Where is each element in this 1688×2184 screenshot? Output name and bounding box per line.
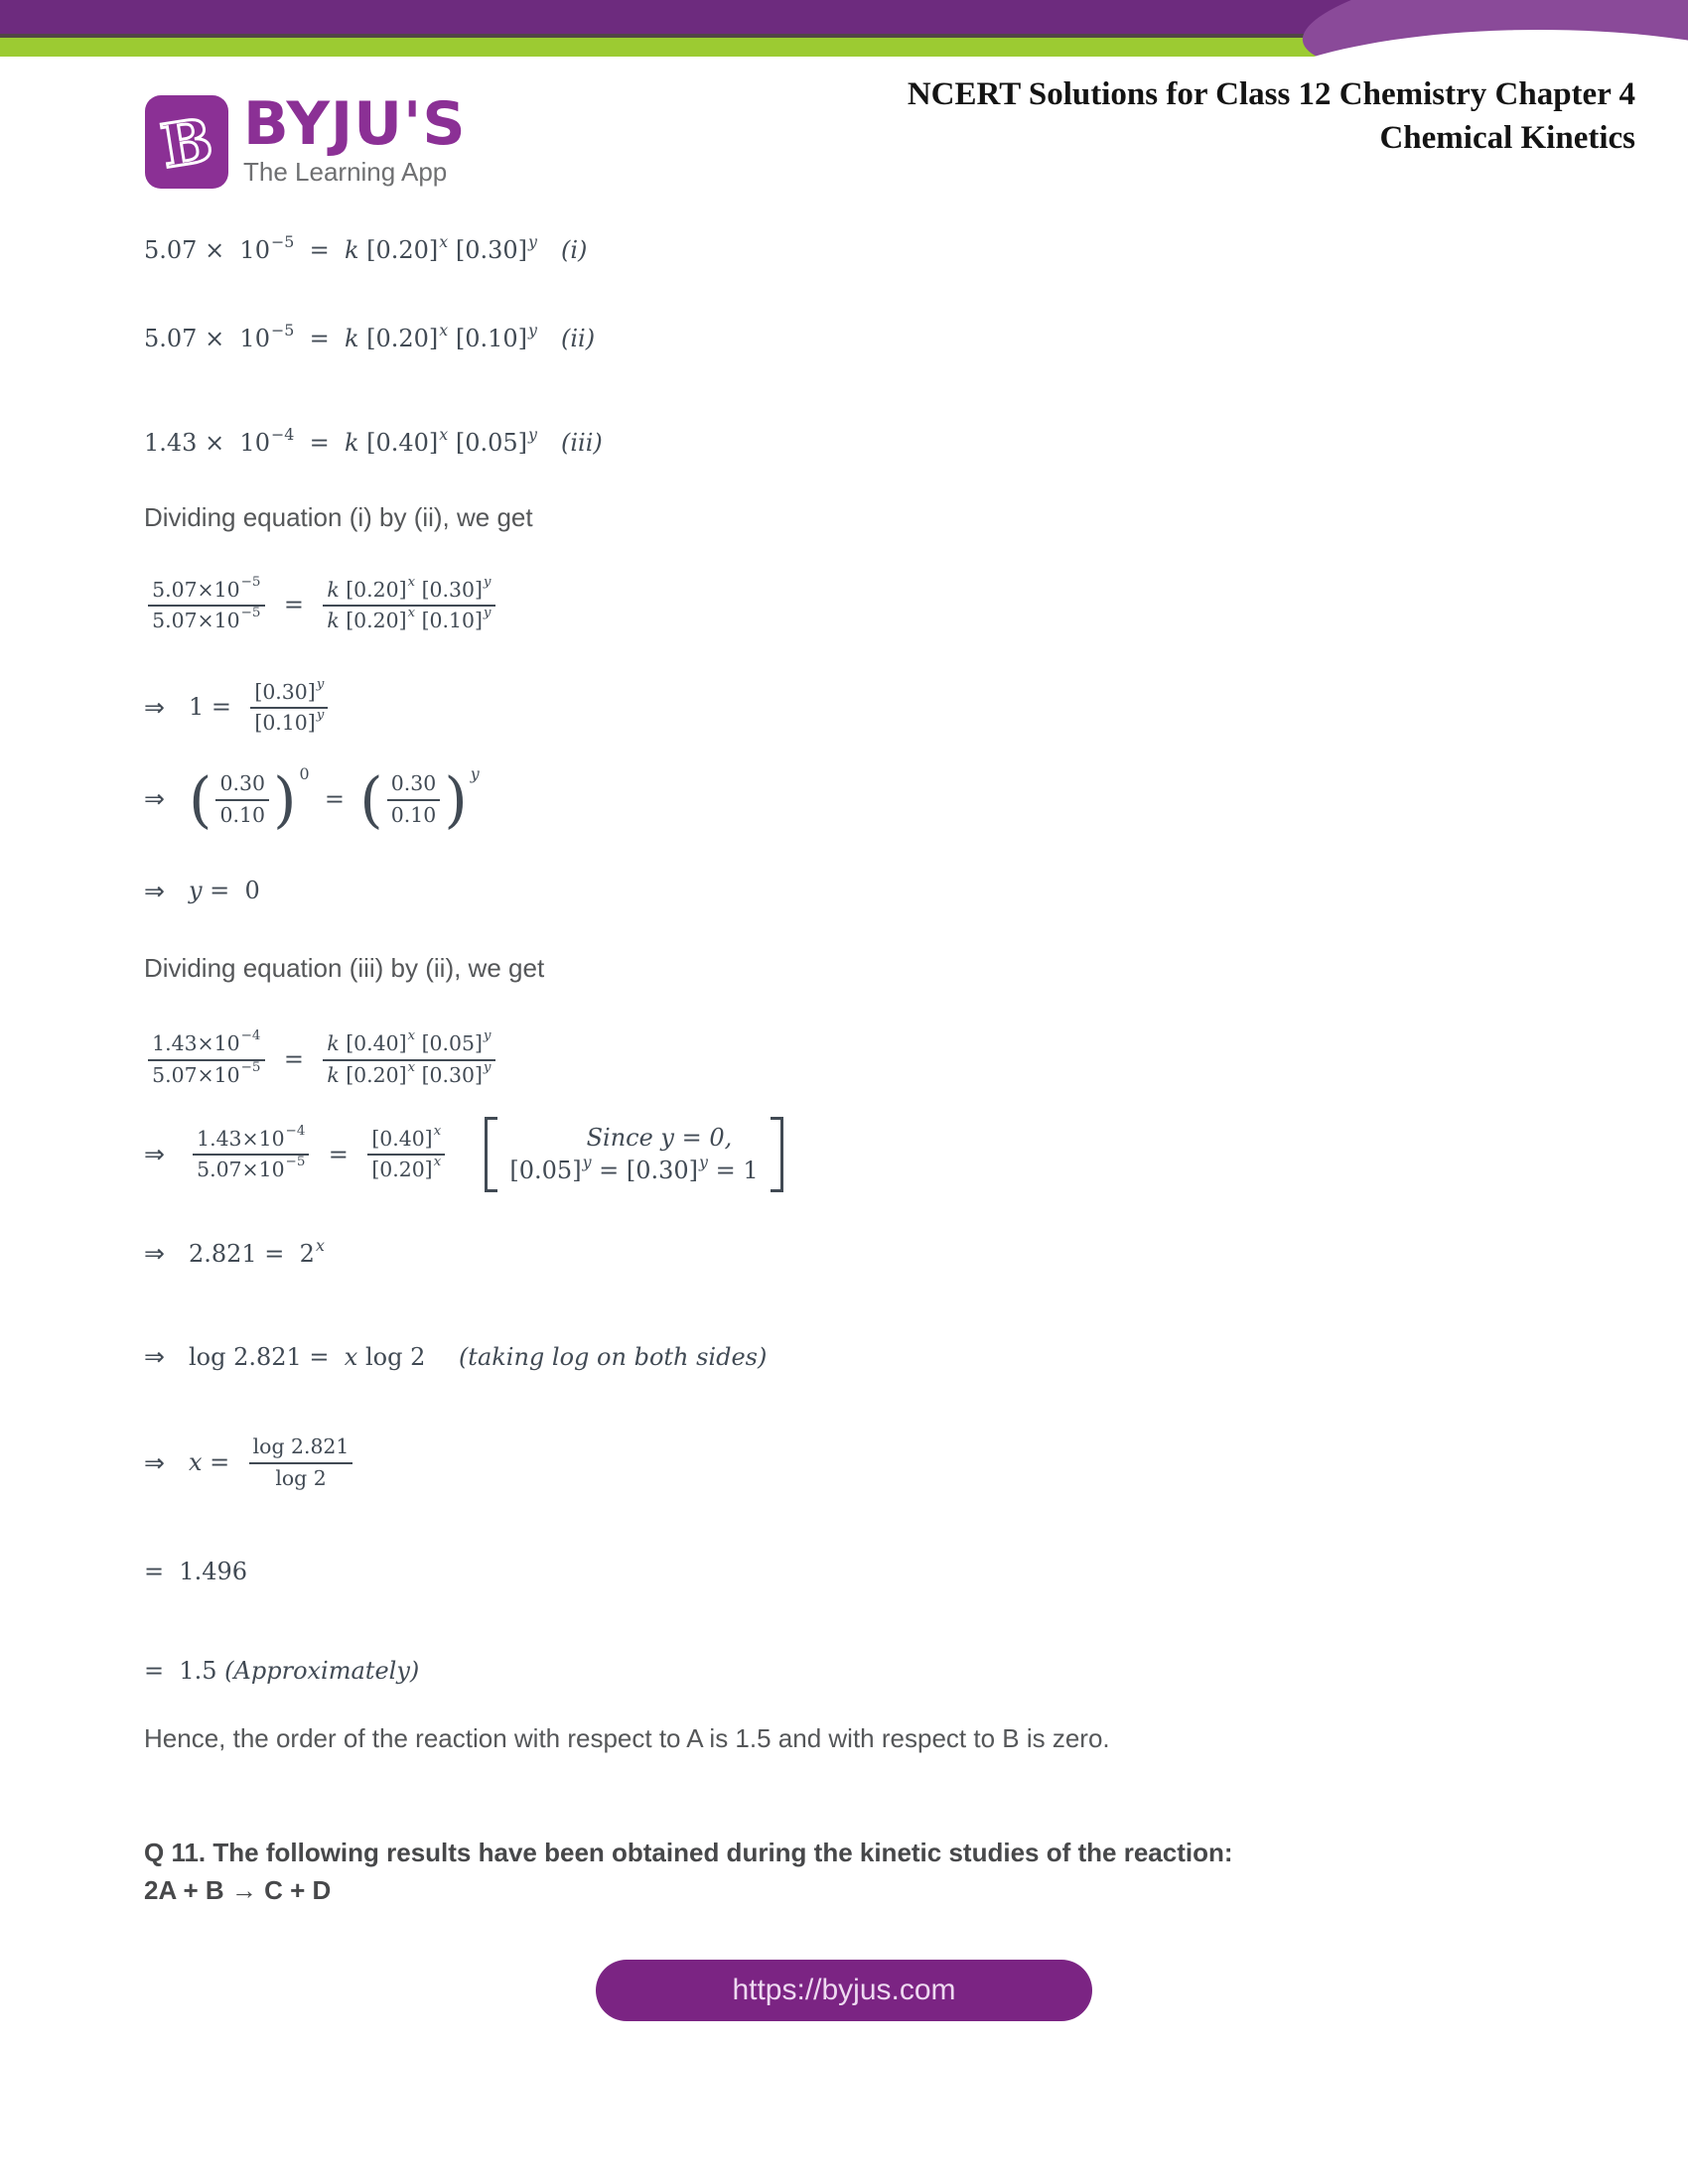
reaction-equation: 2A + B → C + D xyxy=(144,1874,332,1905)
math-text: −5 xyxy=(270,231,295,251)
math-text: k xyxy=(344,325,359,353)
math-text: k xyxy=(344,236,359,264)
paren-group xyxy=(359,763,480,836)
left-bracket xyxy=(485,1117,497,1192)
denominator xyxy=(323,1061,494,1089)
math-text: y xyxy=(483,1059,492,1075)
math-text: = xyxy=(313,1140,364,1168)
math-content xyxy=(144,320,596,354)
math-text: = 1 xyxy=(708,1157,759,1185)
x-solve-equation xyxy=(144,1434,1628,1491)
math-text: = xyxy=(202,1448,245,1477)
math-text: = xyxy=(268,1044,320,1073)
math-text: [0.20] xyxy=(371,1158,433,1182)
math-text: [0.10] xyxy=(448,325,528,353)
math-text: k xyxy=(344,429,359,458)
brand-tagline: The Learning App xyxy=(243,157,448,187)
math-text: [0.05] xyxy=(509,1157,582,1185)
fraction xyxy=(215,771,269,828)
byjus-link-button[interactable]: https://byjus.com xyxy=(596,1960,1092,2021)
math-text: 1.43×10 xyxy=(152,1031,240,1056)
math-content xyxy=(189,876,260,906)
math-content xyxy=(144,231,588,266)
math-text: x xyxy=(407,1028,416,1043)
math-text: = 1.496 xyxy=(144,1558,248,1586)
paren-inner xyxy=(211,771,273,828)
math-text: (Approximately) xyxy=(224,1656,420,1685)
denominator xyxy=(367,1156,445,1183)
bracket-line-1 xyxy=(587,1123,733,1154)
math-content xyxy=(144,1028,499,1088)
fraction xyxy=(249,1434,353,1491)
math-text: [0.30] xyxy=(415,1062,483,1087)
math-text: [0.20] xyxy=(339,577,407,602)
math-content xyxy=(188,763,480,836)
denominator xyxy=(193,1156,309,1183)
math-text: 1.43 × 10 xyxy=(144,429,270,458)
math-text: y xyxy=(470,763,480,783)
math-text: 1.43×10 xyxy=(197,1126,285,1151)
math-text: x xyxy=(344,1342,358,1371)
brand-row xyxy=(0,57,1688,191)
numerator xyxy=(367,1123,445,1157)
denominator xyxy=(250,709,328,737)
numerator xyxy=(193,1123,309,1157)
math-text: −4 xyxy=(240,1028,261,1043)
math-text: = xyxy=(294,236,345,264)
implies-arrow-icon: ⇒ xyxy=(144,1341,165,1371)
math-text: x xyxy=(315,1235,325,1255)
left-paren: ( xyxy=(359,763,383,836)
math-text: (i) xyxy=(560,236,588,264)
math-text: [0.05] xyxy=(448,429,528,458)
math-text: x xyxy=(407,1059,416,1075)
log-equation xyxy=(144,1341,1628,1374)
fraction xyxy=(387,771,441,828)
implies-arrow-icon: ⇒ xyxy=(144,1140,165,1168)
implies-arrow-icon: ⇒ xyxy=(144,1239,165,1269)
equation-i xyxy=(144,231,1628,266)
math-text: x xyxy=(439,424,449,444)
solution-content xyxy=(0,231,1688,1909)
x-rounded-equation xyxy=(144,1656,1628,1687)
math-content xyxy=(144,1656,419,1687)
math-text: 1 = xyxy=(188,693,247,722)
math-text: x xyxy=(407,574,416,590)
math-text: −5 xyxy=(240,606,261,620)
implies-arrow-icon: ⇒ xyxy=(144,784,165,814)
y-ratio-equation xyxy=(144,676,1628,737)
math-text: [0.20] xyxy=(339,1062,407,1087)
math-content xyxy=(144,574,499,634)
math-content xyxy=(144,1557,247,1587)
denominator xyxy=(387,801,441,829)
math-text: −5 xyxy=(240,574,261,590)
ratio-equation-2 xyxy=(144,1028,1628,1088)
math-text: x xyxy=(433,1123,442,1139)
fraction xyxy=(323,1028,494,1088)
math-text: 0 xyxy=(299,763,310,783)
math-content xyxy=(188,1235,325,1270)
numerator xyxy=(249,1434,353,1464)
math-text: = 1.5 xyxy=(144,1656,225,1685)
right-paren: ) xyxy=(273,763,297,836)
y-equals-zero-equation xyxy=(144,876,1628,908)
fraction xyxy=(148,1028,264,1088)
math-text: (ii) xyxy=(560,325,596,353)
math-text: −5 xyxy=(240,1059,261,1075)
paren-group xyxy=(188,763,310,836)
conclusion-text: Hence, the order of the reaction with respect to A is 1.5 and with respect to B is zero. xyxy=(144,1722,1110,1753)
math-text: 5.07 × 10 xyxy=(144,325,270,353)
math-text: 5.07×10 xyxy=(152,1062,240,1087)
numerator xyxy=(323,1028,494,1061)
ratio-equation-1 xyxy=(144,574,1628,634)
question-11-heading: Q 11. The following results have been obtained during the kinetic studies of the reaction: xyxy=(144,1837,1233,1867)
implies-arrow-icon: ⇒ xyxy=(144,1447,165,1477)
x-ratio-with-note-equation xyxy=(144,1117,1628,1192)
math-text: 0.30 xyxy=(390,771,437,796)
math-text: log 2 xyxy=(275,1465,327,1490)
paren-inner xyxy=(383,771,445,828)
math-text: y xyxy=(316,676,325,692)
numerator xyxy=(215,771,269,801)
math-text: [0.30] xyxy=(448,236,528,264)
math-text: −5 xyxy=(285,1155,306,1170)
math-text: −4 xyxy=(270,424,295,444)
math-text: = xyxy=(309,784,360,813)
math-text: x xyxy=(407,606,416,620)
math-text: x xyxy=(433,1155,442,1170)
equation-iii xyxy=(144,424,1628,459)
math-content xyxy=(189,1434,357,1491)
numerator xyxy=(148,574,264,608)
math-text: [0.20] xyxy=(358,325,439,353)
math-text: 0.10 xyxy=(390,802,437,827)
math-text: log 2 xyxy=(357,1342,426,1371)
fraction xyxy=(323,574,494,634)
math-text: = [0.30] xyxy=(591,1157,699,1185)
byjus-logo xyxy=(144,89,467,190)
math-text: k xyxy=(327,1031,340,1056)
logo-texts xyxy=(243,89,467,188)
math-text: Since y = 0, xyxy=(586,1124,733,1153)
logo-letter: B xyxy=(156,105,217,183)
paren-exponent xyxy=(300,764,310,785)
math-text: −4 xyxy=(285,1123,306,1139)
denominator xyxy=(271,1464,330,1492)
right-bracket xyxy=(771,1117,783,1192)
math-text: 5.07×10 xyxy=(152,577,240,602)
power-comparison-equation xyxy=(144,763,1628,836)
math-text: y xyxy=(316,708,325,723)
math-text: [0.10] xyxy=(415,609,483,633)
denominator xyxy=(148,1061,264,1089)
page-title-line1: NCERT Solutions for Class 12 Chemistry Chapter 4 xyxy=(907,76,1635,112)
bracket-line-2 xyxy=(509,1152,759,1186)
math-text: y xyxy=(483,1028,492,1043)
paren-exponent xyxy=(471,764,480,785)
math-text: (iii) xyxy=(560,429,603,458)
math-text: = xyxy=(294,325,345,353)
byjus-logo-icon xyxy=(144,94,229,190)
fraction xyxy=(148,574,264,634)
math-content xyxy=(189,1342,767,1373)
math-content xyxy=(188,676,333,737)
bracket-lines xyxy=(497,1117,770,1192)
implies-arrow-icon: ⇒ xyxy=(144,692,165,722)
math-text: [0.30] xyxy=(254,679,316,704)
math-text: y xyxy=(483,574,492,590)
page-title xyxy=(908,72,1635,160)
math-text: [0.30] xyxy=(415,577,483,602)
math-content xyxy=(189,1117,783,1192)
question-11-block xyxy=(144,1834,1628,1909)
math-text: k xyxy=(327,609,340,633)
math-text: y xyxy=(188,877,203,905)
fraction xyxy=(193,1123,309,1183)
fraction xyxy=(250,676,328,737)
math-text: = xyxy=(294,429,345,458)
math-text: 0.30 xyxy=(219,771,265,796)
math-text: log 2.821 xyxy=(252,1434,350,1459)
denominator xyxy=(215,801,269,829)
x-value-equation xyxy=(144,1557,1628,1587)
brand-wordmark: BYJU'S xyxy=(243,89,467,159)
bracket-note xyxy=(485,1117,782,1192)
math-text: k xyxy=(327,577,340,602)
math-text: [0.20] xyxy=(358,236,439,264)
math-text: y xyxy=(699,1152,708,1171)
equation-ii xyxy=(144,320,1628,354)
math-text: y xyxy=(528,231,537,251)
math-text: (taking log on both sides) xyxy=(458,1342,768,1371)
denominator xyxy=(148,607,264,634)
math-text: y xyxy=(528,320,537,340)
denominator xyxy=(323,607,494,634)
math-text: y xyxy=(582,1152,592,1171)
numerator xyxy=(387,771,441,801)
math-text: [0.40] xyxy=(339,1031,407,1056)
math-text: y xyxy=(483,606,492,620)
divide-iii-by-ii-text: Dividing equation (iii) by (ii), we get xyxy=(144,953,545,984)
divide-i-by-ii-text: Dividing equation (i) by (ii), we get xyxy=(144,501,533,532)
math-text: 5.07×10 xyxy=(152,609,240,633)
numerator xyxy=(250,676,328,710)
page-title-line2: Chemical Kinetics xyxy=(1379,120,1635,156)
math-text: [0.40] xyxy=(358,429,439,458)
math-text: [0.20] xyxy=(339,609,407,633)
math-text: 0.10 xyxy=(219,802,265,827)
math-text: [0.05] xyxy=(415,1031,483,1056)
right-paren: ) xyxy=(444,763,468,836)
left-paren: ( xyxy=(188,763,212,836)
math-text: = 0 xyxy=(202,877,260,905)
power-equation xyxy=(144,1235,1628,1271)
math-content xyxy=(144,424,603,459)
top-banner xyxy=(0,0,1688,57)
math-text: x xyxy=(439,231,449,251)
fraction xyxy=(367,1123,445,1183)
math-text: log 2.821 = xyxy=(188,1342,345,1371)
math-text: −5 xyxy=(270,320,295,340)
numerator xyxy=(148,1028,264,1061)
math-text: = xyxy=(268,591,320,619)
numerator xyxy=(323,574,494,608)
math-text: x xyxy=(188,1448,203,1477)
math-text: [0.10] xyxy=(254,711,316,736)
math-text: x xyxy=(439,320,449,340)
math-text: [0.40] xyxy=(371,1126,433,1151)
implies-arrow-icon: ⇒ xyxy=(144,876,165,905)
math-text: 2.821 = 2 xyxy=(188,1240,315,1269)
math-text: k xyxy=(327,1062,340,1087)
math-text: y xyxy=(528,424,537,444)
math-text: 5.07×10 xyxy=(197,1158,285,1182)
math-text: 5.07 × 10 xyxy=(144,236,270,264)
